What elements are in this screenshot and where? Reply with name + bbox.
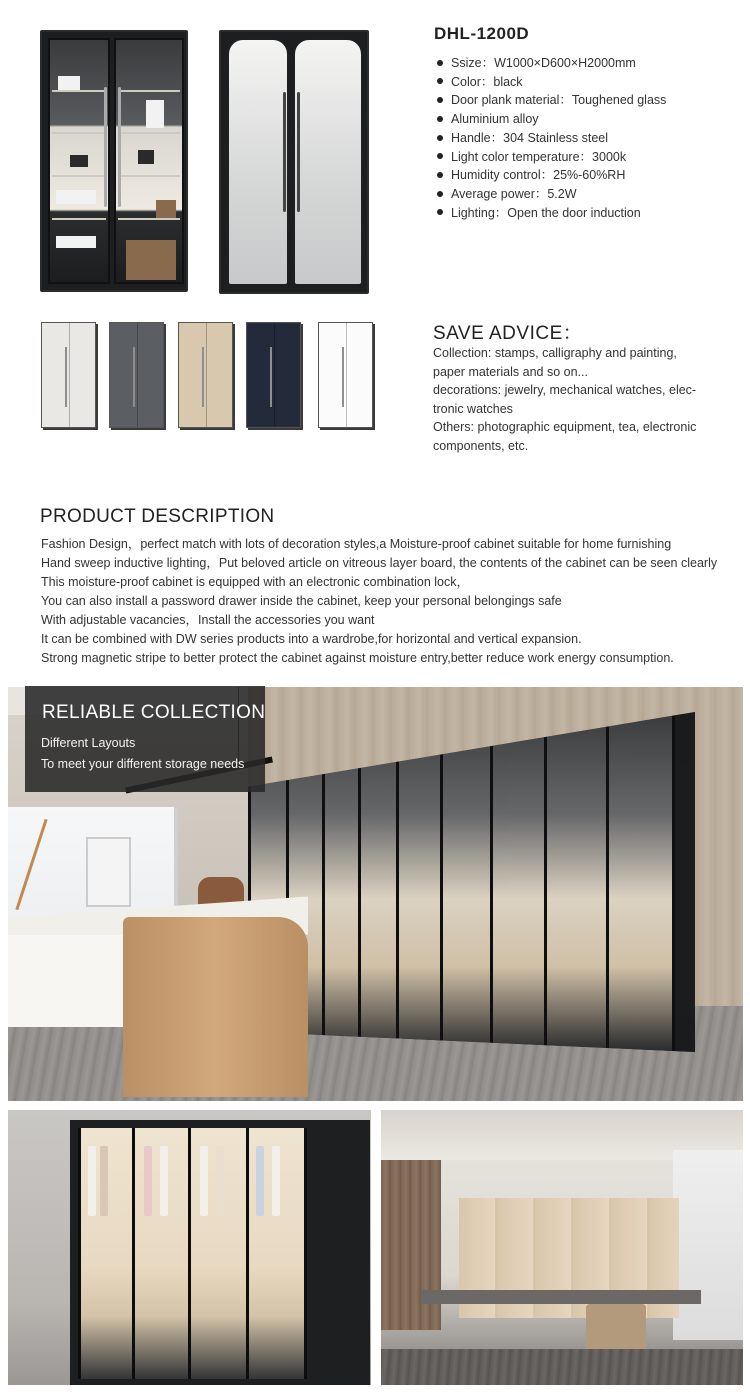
color-variant-white [318, 322, 373, 428]
description-body [41, 535, 741, 668]
advice-line: paper materials and so on... [433, 364, 588, 379]
bullet-icon [437, 209, 443, 215]
color-variant-white-marble [41, 322, 96, 428]
description-line: Strong magnetic stripe to better protect the cabinet against moisture entry,better reduce work energy consumption. [41, 651, 674, 665]
save-advice-title: SAVE ADVICE： [433, 323, 583, 344]
banner-line: Different Layouts [41, 736, 136, 750]
spec-item: Light color temperature：3000k [437, 148, 666, 167]
glass-cabinet-image [40, 30, 188, 292]
advice-line: decorations: jewelry, mechanical watches, elec- [433, 383, 697, 398]
advice-line: components, etc. [433, 438, 529, 453]
spec-item: Handle：304 Stainless steel [437, 129, 666, 148]
bullet-icon [437, 135, 443, 141]
spec-item: Aluminium alloy [437, 110, 666, 129]
table [421, 1290, 701, 1304]
cabinet-door-left [48, 38, 110, 284]
frosted-cabinet-image [219, 30, 369, 294]
bullet-icon [437, 172, 443, 178]
model-name: DHL-1200D [434, 24, 530, 43]
cabinet-door-right [114, 38, 184, 284]
spec-item: Ssize：W1000×D600×H2000mm [437, 54, 666, 73]
description-line: This moisture-proof cabinet is equipped with an electronic combination lock， [41, 575, 469, 589]
save-advice-body [433, 344, 723, 456]
spec-item: Humidity control：25%-60%RH [437, 166, 666, 185]
dining-room-photo [381, 1110, 743, 1385]
description-line: With adjustable vacancies，Install the accessories you want [41, 613, 375, 627]
bullet-icon [437, 191, 443, 197]
frosted-door-right [293, 38, 363, 286]
advice-line: tronic watches [433, 401, 513, 416]
description-line: Fashion Design，perfect match with lots of decoration styles,a Moisture-proof cabinet suitable for home furnishing [41, 537, 672, 551]
advice-line: Collection: stamps, calligraphy and painting, [433, 346, 677, 360]
advice-line: Others: photographic equipment, tea, electronic [433, 420, 697, 435]
bullet-icon [437, 78, 443, 84]
color-variant-oak-wood [178, 322, 233, 428]
wardrobe-photo [8, 1110, 371, 1385]
banner-line: To meet your different storage needs [41, 757, 245, 771]
wardrobe-cabinet [70, 1120, 370, 1385]
description-line: Hand sweep inductive lighting，Put beloved article on vitreous layer board, the contents of the cabinet can be seen clearly [41, 556, 718, 570]
color-variant-grey-stone [109, 322, 164, 428]
bullet-icon [437, 153, 443, 159]
spec-item: Door plank material：Toughened glass [437, 91, 666, 110]
bullet-icon [437, 116, 443, 122]
description-title: PRODUCT DESCRIPTION [40, 506, 275, 527]
description-line: You can also install a password drawer inside the cabinet, keep your personal belongings safe [41, 594, 562, 608]
spec-list [437, 54, 666, 222]
banner-title: RELIABLE COLLECTION [42, 702, 266, 723]
bullet-icon [437, 60, 443, 66]
frosted-door-left [227, 38, 289, 286]
spec-item: Lighting：Open the door induction [437, 204, 666, 223]
spec-item: Average power：5.2W [437, 185, 666, 204]
bullet-icon [437, 97, 443, 103]
monitor [86, 837, 131, 907]
spec-item: Color：black [437, 73, 666, 92]
description-line: It can be combined with DW series products into a wardrobe,for horizontal and vertical expansion. [41, 632, 582, 646]
color-variant-navy [246, 322, 301, 428]
